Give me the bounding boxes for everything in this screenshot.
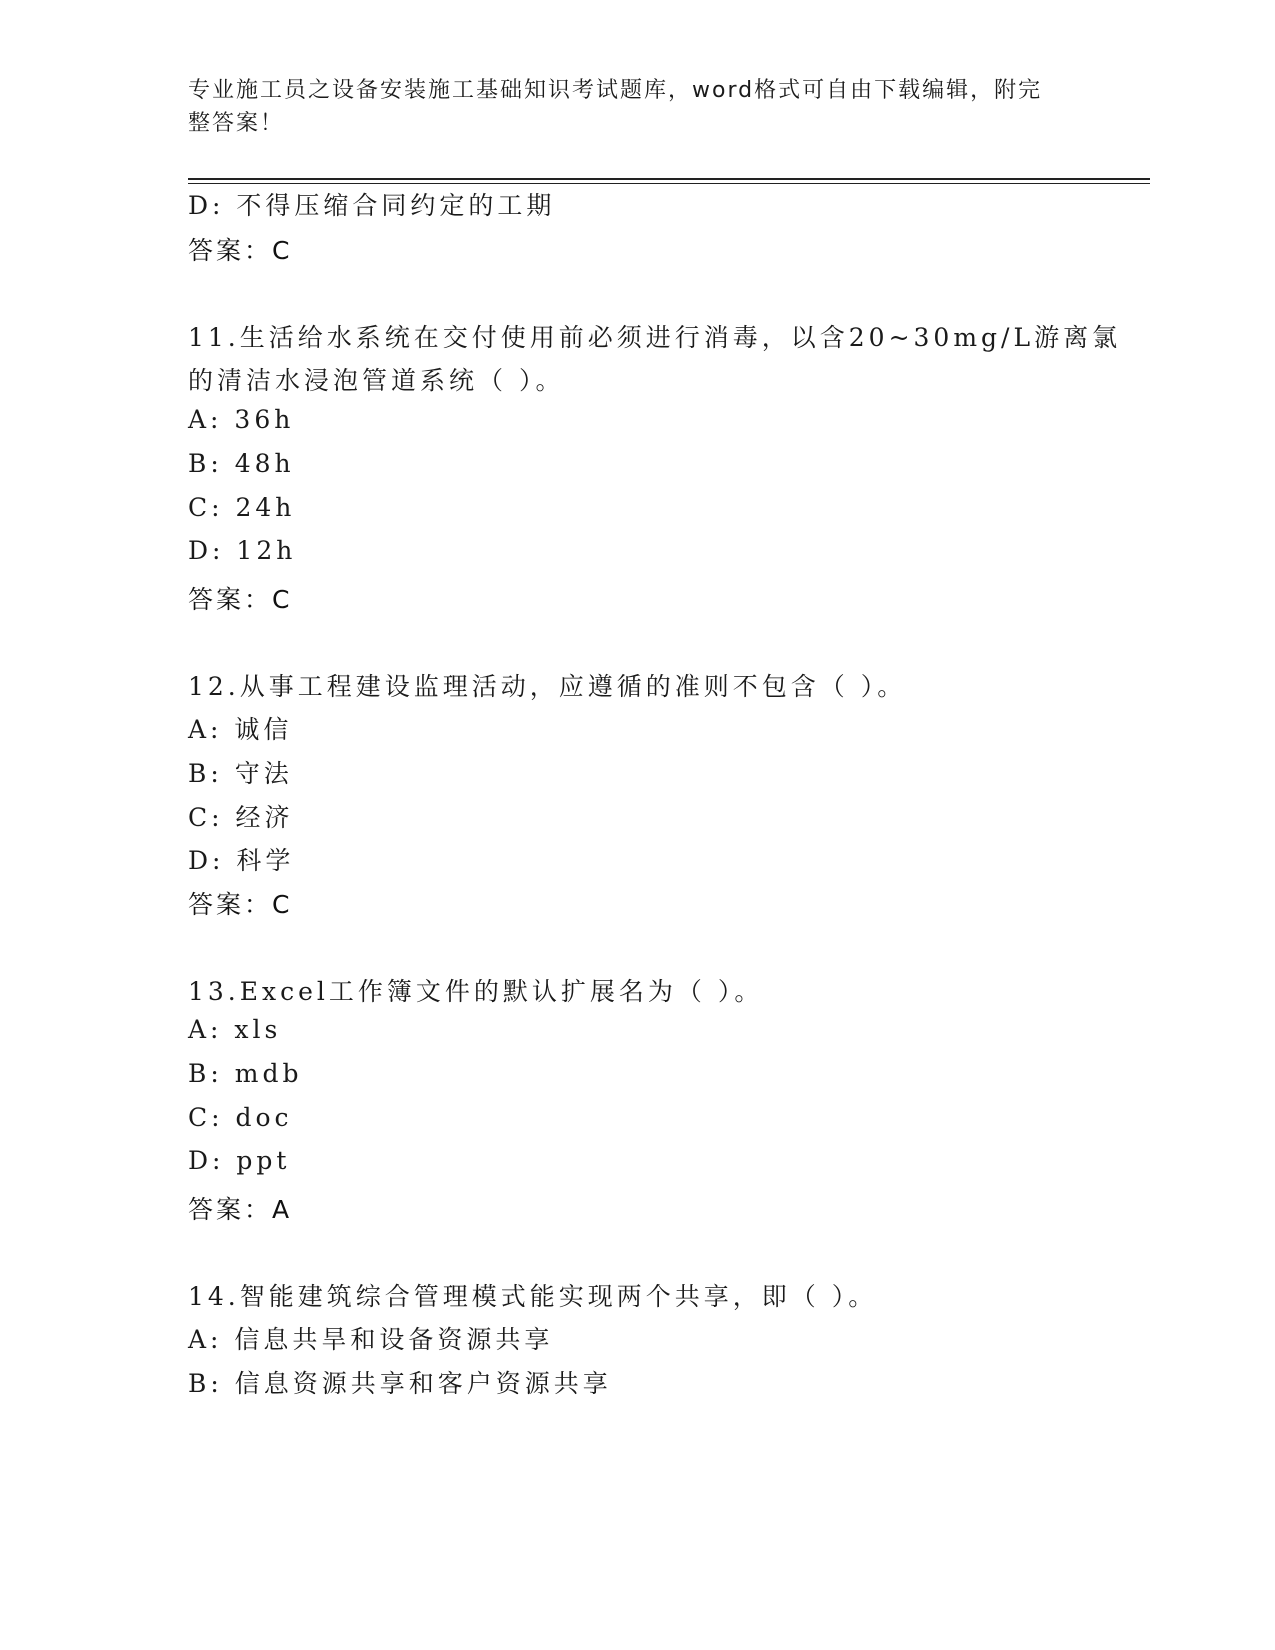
q13-option-c: C: doc bbox=[188, 1103, 293, 1132]
q12-answer: 答案：C bbox=[188, 890, 293, 919]
q12-stem-line-1: 12.从事工程建设监理活动，应遵循的准则不包含（ ）。 bbox=[188, 672, 907, 701]
prev-option-d: D: 不得压缩合同约定的工期 bbox=[188, 191, 556, 220]
q11-stem-line-1: 11.生活给水系统在交付使用前必须进行消毒，以含20~30mg/L游离氯 bbox=[188, 323, 1122, 352]
q11-option-c: C: 24h bbox=[188, 493, 296, 522]
document-header bbox=[188, 74, 1068, 140]
q11-option-d: D: 12h bbox=[188, 536, 297, 565]
header-divider-thick bbox=[188, 178, 1150, 180]
q14-stem-line-1: 14.智能建筑综合管理模式能实现两个共享，即（ ）。 bbox=[188, 1282, 878, 1311]
header-divider-thin bbox=[188, 183, 1150, 184]
q12-option-b: B: 守法 bbox=[188, 759, 293, 788]
q11-answer: 答案：C bbox=[188, 585, 293, 614]
q13-option-b: B: mdb bbox=[188, 1059, 303, 1088]
prev-answer: 答案：C bbox=[188, 236, 293, 265]
header-line-1: 专业施工员之设备安装施工基础知识考试题库，word格式可自由下载编辑，附完 bbox=[188, 78, 1043, 103]
header-line-2: 整答案！ bbox=[188, 111, 285, 136]
q12-option-a: A: 诚信 bbox=[188, 715, 293, 744]
q13-option-a: A: xls bbox=[188, 1015, 282, 1044]
q13-option-d: D: ppt bbox=[188, 1146, 291, 1175]
q11-stem-line-2: 的清洁水浸泡管道系统（ ）。 bbox=[188, 366, 565, 395]
q14-option-b: B: 信息资源共享和客户资源共享 bbox=[188, 1369, 612, 1398]
q12-option-d: D: 科学 bbox=[188, 846, 295, 875]
q13-answer: 答案：A bbox=[188, 1195, 293, 1224]
q14-option-a: A: 信息共旱和设备资源共享 bbox=[188, 1325, 554, 1354]
q13-stem-line-1: 13.Excel工作簿文件的默认扩展名为（ ）。 bbox=[188, 977, 764, 1006]
q11-option-a: A: 36h bbox=[188, 405, 295, 434]
q12-option-c: C: 经济 bbox=[188, 803, 294, 832]
q11-option-b: B: 48h bbox=[188, 449, 295, 478]
